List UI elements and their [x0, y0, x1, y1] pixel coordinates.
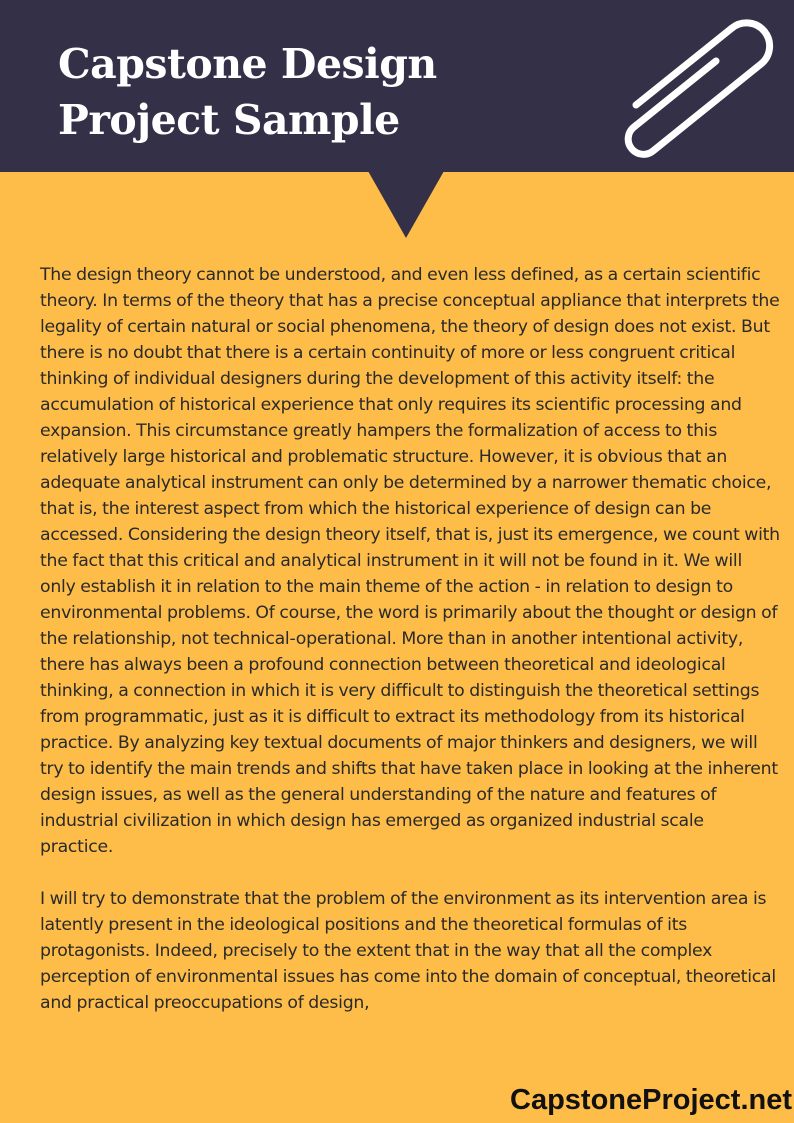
header-banner	[0, 0, 794, 172]
paragraph: I will try to demonstrate that the problem of the environment as its intervention area is latently present in the ideological positions and the theoretical formulas of its protagonists. Indeed, precisely to the extent that in the way that all the complex perception of environmental issues has come into the domain of conceptual, theoretical and practical preoccupations of design,	[40, 889, 776, 1013]
page-title: Capstone Design Project Sample	[58, 40, 437, 144]
paragraph: The design theory cannot be understood, and even less defined, as a certain scientific theory. In terms of the theory that has a precise conceptual appliance that interprets the legality of certain natural or social phenomena, the theory of design does not exist. But there is no doubt that there is a certain continuity of more or less congruent critical thinking of individual designers during the development of this activity itself: the accumulation of historical experience that only requires its scientific processing and expansion. This circumstance greatly hampers the formalization of access to this relatively large historical and problematic structure. However, it is obvious that an adequate analytical instrument can only be determined by a narrower thematic choice, that is, the interest aspect from which the historical experience of design can be accessed. Considering the design theory itself, that is, just its emergence, we count with the fact that this critical and analytical instrument in it will not be found in it. We will only establish it in relation to the main theme of the action - in relation to design to environmental problems. Of course, the word is primarily about the thought or design of the relationship, not technical-operational. More than in another intentional activity, there has always been a profound connection between theoretical and ideological thinking, a connection in which it is very difficult to distinguish the theoretical settings from programmatic, just as it is difficult to extract its methodology from its historical practice. By analyzing key textual documents of major thinkers and designers, we will try to identify the main trends and shifts that have taken place in looking at the inherent design issues, as well as the general understanding of the nature and features of industrial civilization in which design has emerged as organized industrial scale practice.	[40, 265, 780, 857]
article-body	[40, 262, 780, 1042]
brand-watermark: CapstoneProject.net	[510, 1084, 792, 1116]
paperclip-icon	[612, 14, 788, 166]
banner-pointer	[368, 171, 444, 238]
